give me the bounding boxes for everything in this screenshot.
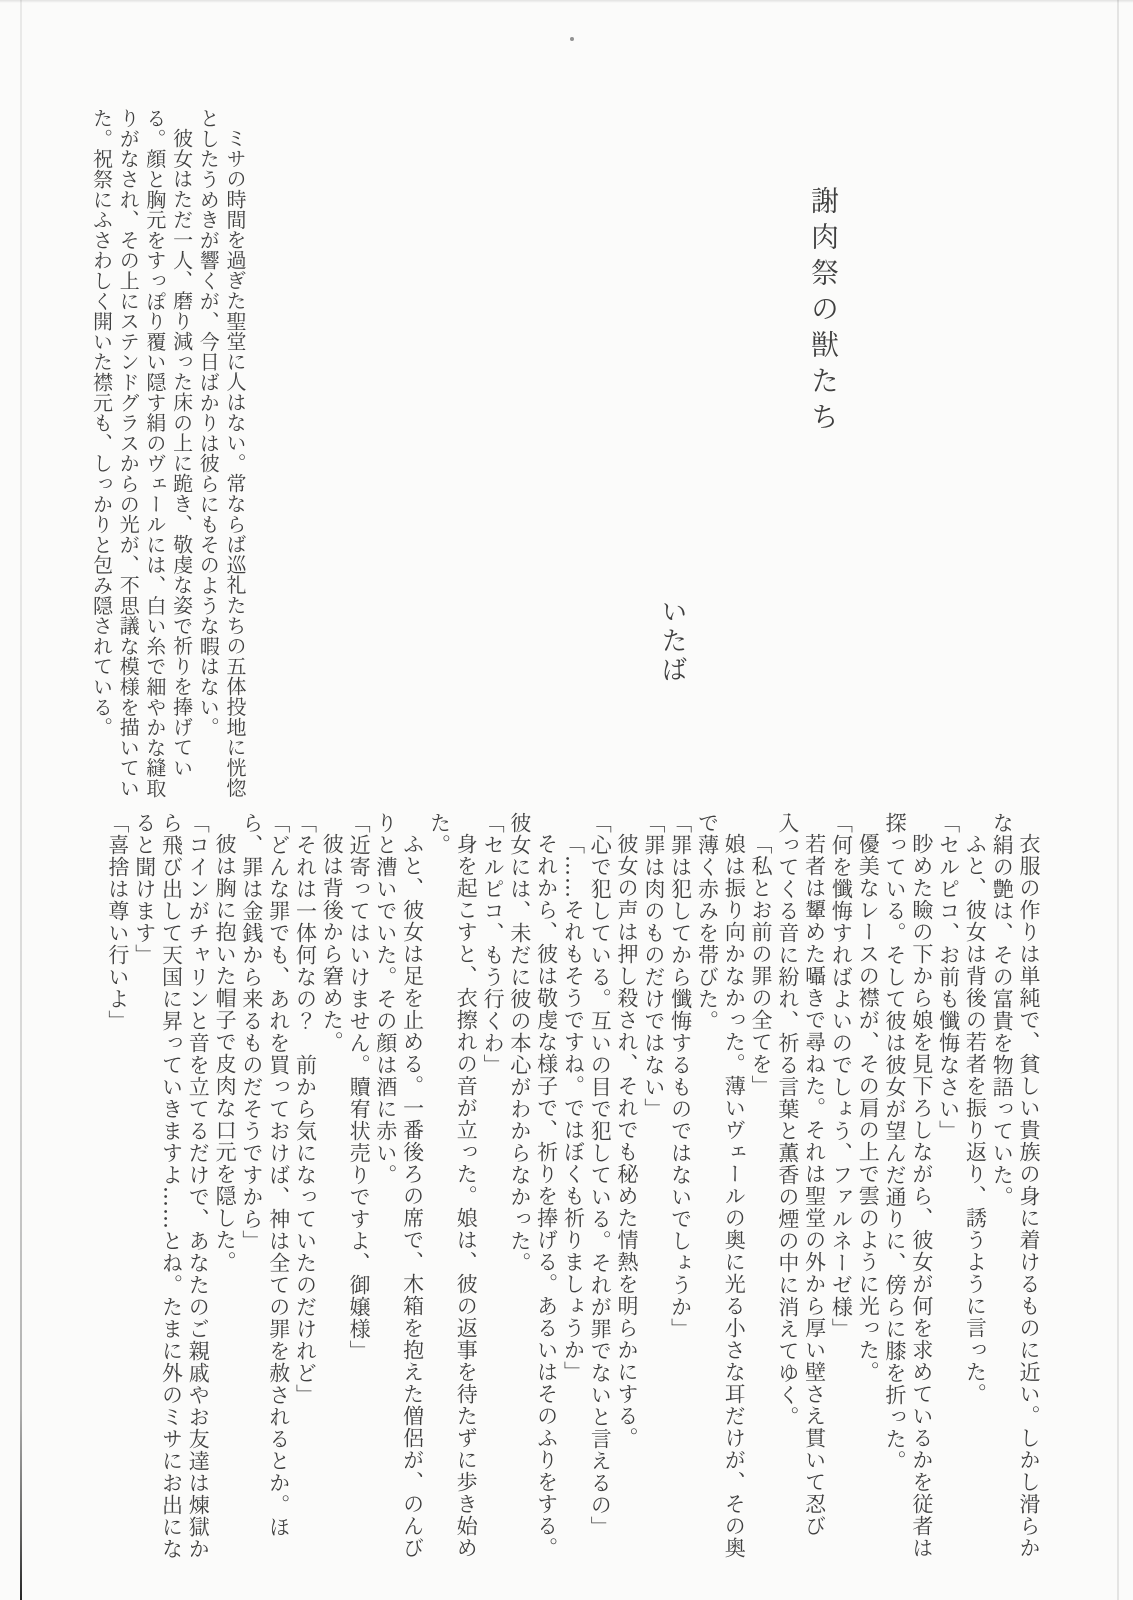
paragraph: 「喜捨は尊い行いよ」 — [105, 812, 130, 1032]
paragraph: 身を起こすと、衣擦れの音が立った。娘は、彼の返事を待たずに歩き始めた。 — [427, 812, 479, 1559]
paragraph: ふと、彼女は背後の若者を振り返り、誘うように言った。 — [963, 833, 988, 1405]
paragraph: 彼は胸に抱いた帽子で皮肉な口元を隠した。 — [213, 833, 238, 1273]
paragraph: 彼女はただ一人、磨り減った床の上に跪き、敬虔な姿で祈りを捧げている。顔と胸元をすっぽり覆い隠す絹のヴェールには、白い糸で細やかな縫取りがなされ、その上にステンドグラスからの光が、不思議な模様を描いていた。祝祭にふさわしく開いた襟元も、しっかりと包み隠されている。 — [89, 108, 194, 799]
paragraph: 衣服の作りは単純で、貧しい貴族の身に着けるものに近い。しかし滑らかな絹の艶は、その富貴を物語っていた。 — [990, 812, 1041, 1559]
paragraph: ミサの時間を過ぎた聖堂に人はない。常ならば巡礼たちの五体投地に恍惚としたうめきが響くが、今日ばかりは彼らにもそのような暇はない。 — [196, 108, 247, 798]
author-name: いたば — [657, 598, 687, 685]
paragraph: 若者は顰めた囁きで尋ねた。それは聖堂の外から厚い壁さえ貫いて忍び入ってくる音に紛れ、祈る言葉と薫香の煙の中に消えてゆく。 — [775, 812, 827, 1537]
paragraph: 「近寄ってはいけません。贖宥状売りですよ、御嬢様」 — [347, 812, 372, 1362]
scan-edge-right-line — [1117, 0, 1119, 1600]
paragraph: それから、彼は敬虔な様子で、祈りを捧げる。あるいはそのふりをする。彼女には、未だに彼の本心がわからなかった。 — [507, 812, 559, 1559]
paragraph: 娘は振り向かなかった。薄いヴェールの奥に光る小さな耳だけが、その奥で薄く赤みを帯びた。 — [695, 812, 747, 1559]
scan-edge-top-shadow — [0, 0, 1133, 3]
paragraph: 「……それもそうですね。ではぼくも祈りましょうか」 — [561, 833, 586, 1383]
paragraph: 「何を懺悔すればよいのでしょう、ファルネーゼ様」 — [829, 812, 854, 1340]
paragraph: 彼女の声は押し殺され、それでも秘めた情熱を明らかにする。 — [615, 833, 640, 1449]
paragraph: 「コインがチャリンと音を立てるだけで、あなたのご親戚やお友達は煉獄から飛び出して天国に昇っていきますよ……とね。たまに外のミサにお出になると聞けます」 — [132, 812, 211, 1560]
intro-text-block — [88, 108, 248, 799]
paragraph: 彼は背後から窘めた。 — [320, 833, 345, 1053]
story-title: 謝肉祭の獣たち — [807, 186, 840, 438]
paragraph: 「心で犯している。互いの目で犯している。それが罪でないと言えるの」 — [588, 812, 613, 1538]
body-text-block — [104, 812, 1042, 1560]
paragraph: ふと、彼女は足を止める。一番後ろの席で、木箱を抱えた僧侶が、のんびりと漕いでいた。その顔は酒に赤い。 — [373, 812, 425, 1559]
paragraph: 「私とお前の罪の全てを」 — [749, 833, 774, 1097]
paragraph: 「それは一体何なの？ 前から気になっていたのだけれど」 — [293, 812, 318, 1406]
scan-edge-left-line — [20, 0, 22, 1600]
paragraph: 「セルピコ、お前も懺悔なさい」 — [936, 812, 961, 1142]
paragraph: 眇めた瞼の下から娘を見下ろしながら、彼女が何を求めているかを従者は探っている。そして彼は彼女が望んだ通りに、傍らに膝を折った。 — [883, 812, 934, 1559]
paragraph: 「罪は肉のものだけではない」 — [641, 812, 666, 1120]
paragraph: 「セルピコ、もう行くわ」 — [481, 812, 506, 1076]
paragraph: 優美なレースの襟が、その肩の上で雲のように光った。 — [856, 833, 881, 1383]
scan-speck — [570, 37, 574, 41]
paragraph: 「どんな罪でも、あれを買っておけば、神は全ての罪を赦されるとか。ほら、罪は金銭から来るものだそうですから」 — [239, 812, 291, 1538]
paragraph: 「罪は犯してから懺悔するものではないでしょうか」 — [668, 812, 693, 1340]
